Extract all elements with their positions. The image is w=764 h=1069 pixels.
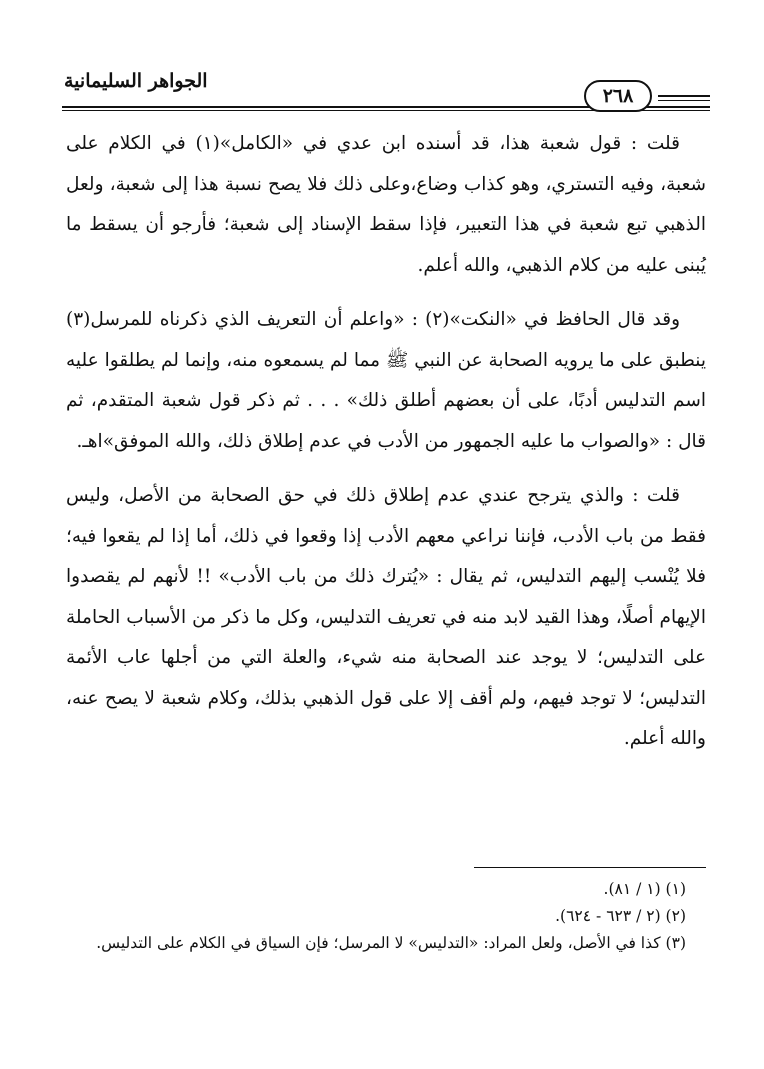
footnote-separator <box>474 867 706 868</box>
page-number: ٢٦٨ <box>584 80 652 112</box>
main-text <box>66 124 706 774</box>
footnote-1: (١) (١ / ٨١). <box>603 880 686 898</box>
paragraph-3: قلت : والذي يترجح عندي عدم إطلاق ذلك في حق الصحابة من الأصل، وليس فقط من باب الأدب، فإننا نراعي معهم الأدب إذا وقعوا في ذلك، أما إذا لم يقعوا فيه؛ فلا يُنْسب إليهم التدليس، ثم يقال : «يُترك ذلك من باب الأدب» !! لأنهم لم يقصدوا الإيهام أصلًا، وهذا القيد لابد منه في تعريف التدليس، وكل ما ذكر من الأسباب الحاملة على التدليس؛ لا يوجد عند الصحابة منه شيء، والعلة التي من أجلها عاب الأئمة التدليس؛ لا توجد فيهم، ولم أقف إلا على قول الذهبي بذلك، وكلام شعبة لا يصح عنه، والله أعلم. <box>66 485 706 749</box>
book-title: الجواهر السليمانية <box>64 70 208 92</box>
header-tail-rule <box>658 95 710 101</box>
paragraph-2: وقد قال الحافظ في «النكت»(٢) : «واعلم أن التعريف الذي ذكرناه للمرسل(٣) ينطبق على ما يرويه الصحابة عن النبي ﷺ مما لم يسمعوه منه، وإنما لم يطلقوا عليه اسم التدليس أدبًا، على أن بعضهم أطلق ذلك» . . . ثم ذكر قول شعبة المتقدم، ثم قال : «والصواب ما عليه الجمهور من الأدب في عدم إطلاق ذلك، والله الموفق»اهـ. <box>66 309 706 452</box>
footnotes <box>66 876 706 957</box>
page-header <box>62 68 710 112</box>
footnote-2: (٢) (٢ / ٦٢٣ - ٦٢٤). <box>555 907 686 925</box>
paragraph-1: قلت : قول شعبة هذا، قد أسنده ابن عدي في «الكامل»(١) في الكلام على شعبة، وفيه التستري، وهو كذاب وضاع،وعلى ذلك فلا يصح نسبة هذا إلى شعبة، ولعل الذهبي تبع شعبة في هذا التعبير، فإذا سقط الإسناد إلى شعبة؛ فأرجو أن يسقط ما يُبنى عليه من كلام الذهبي، والله أعلم. <box>66 133 706 276</box>
footnote-3: (٣) كذا في الأصل، ولعل المراد: «التدليس» لا المرسل؛ فإن السياق في الكلام على التدليس. <box>96 934 686 952</box>
